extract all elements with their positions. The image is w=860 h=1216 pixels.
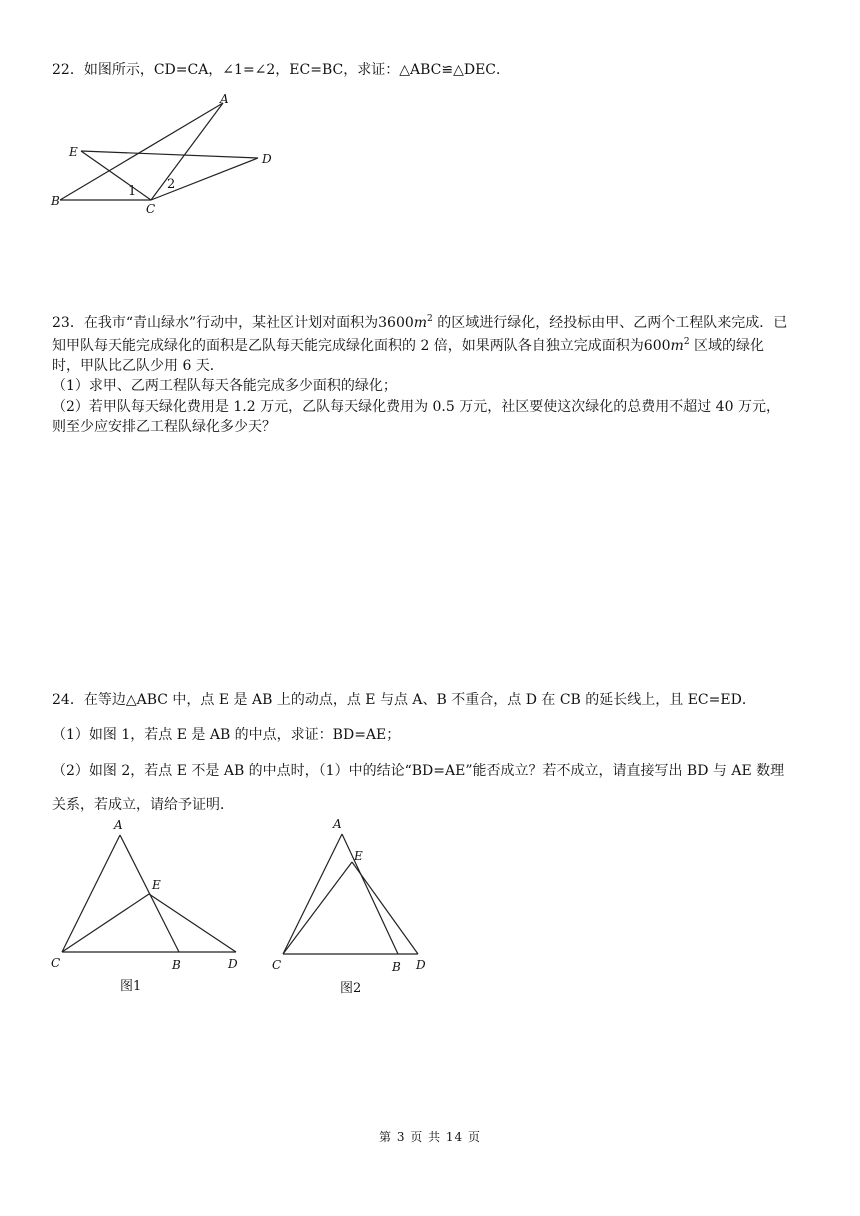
label-e: E	[152, 878, 161, 892]
q24-part2b: 关系，若成立，请给予证明．	[52, 797, 234, 813]
segment-ce	[283, 862, 352, 954]
label-b: B	[172, 958, 181, 972]
label-angle1: 1	[128, 184, 137, 199]
figure1-caption: 图1	[120, 979, 142, 994]
label-a: A	[114, 818, 123, 832]
label-e: E	[69, 145, 78, 159]
segment-ca	[62, 835, 120, 952]
label-e: E	[354, 849, 363, 863]
label-angle2: 2	[167, 177, 176, 192]
segment-ab	[120, 835, 179, 952]
label-d: D	[262, 152, 272, 166]
q23-part2b: 则至少应安排乙工程队绿化多少天？	[52, 419, 276, 435]
label-a: A	[220, 92, 229, 106]
label-b: B	[392, 960, 401, 974]
label-d: D	[416, 958, 426, 972]
label-b: B	[51, 194, 60, 208]
figure2-caption: 图2	[340, 981, 362, 996]
q24-part2: （2）如图 2，若点 E 不是 AB 的中点时，（1）中的结论“BD=AE”能否成立？若不成立，请直接写出 BD 与 AE 数理	[52, 763, 785, 779]
segment-ed	[149, 894, 236, 952]
segment-ed	[81, 151, 258, 158]
q23-line3: 时，甲队比乙队少用 6 天．	[52, 358, 224, 374]
q24-figure2	[266, 812, 446, 1002]
q22-text: 22．如图所示，CD=CA，∠1=∠2，EC=BC，求证：△ABC≌△DEC．	[52, 62, 511, 78]
q22-figure	[48, 92, 288, 214]
q23-part1: （1）求甲、乙两工程队每天各能完成多少面积的绿化；	[52, 378, 397, 394]
segment-ca	[283, 834, 342, 954]
q23-line2: 知甲队每天能完成绿化的面积是乙队每天能完成绿化面积的 2 倍，如果两队各自独立完成面积为$600m^2$ 区域的绿化	[52, 337, 764, 354]
q24-part1: （1）如图 1，若点 E 是 AB 的中点，求证：BD=AE；	[52, 727, 401, 743]
segment-ec	[81, 151, 151, 200]
label-d: D	[228, 957, 238, 971]
q23-line1: 23．在我市“青山绿水”行动中，某社区计划对面积为$3600m^2$ 的区域进行绿化，经投标由甲、乙两个工程队来完成．已	[52, 314, 788, 331]
q23-part2: （2）若甲队每天绿化费用是 1.2 万元，乙队每天绿化费用为 0.5 万元，社区要使这次绿化的总费用不超过 40 万元，	[52, 399, 780, 415]
q24-figure1	[44, 812, 254, 1002]
segment-ce	[62, 894, 149, 952]
segment-ed	[352, 862, 418, 954]
q24-text: 24．在等边△ABC 中，点 E 是 AB 上的动点，点 E 与点 A、B 不重合，点 D 在 CB 的延长线上，且 EC=ED．	[52, 692, 756, 708]
page-footer: 第 3 页 共 14 页	[379, 1130, 481, 1144]
label-a: A	[333, 817, 342, 831]
segment-ab	[342, 834, 398, 954]
label-c: C	[272, 958, 282, 972]
label-c: C	[146, 202, 156, 214]
label-c: C	[51, 956, 61, 970]
